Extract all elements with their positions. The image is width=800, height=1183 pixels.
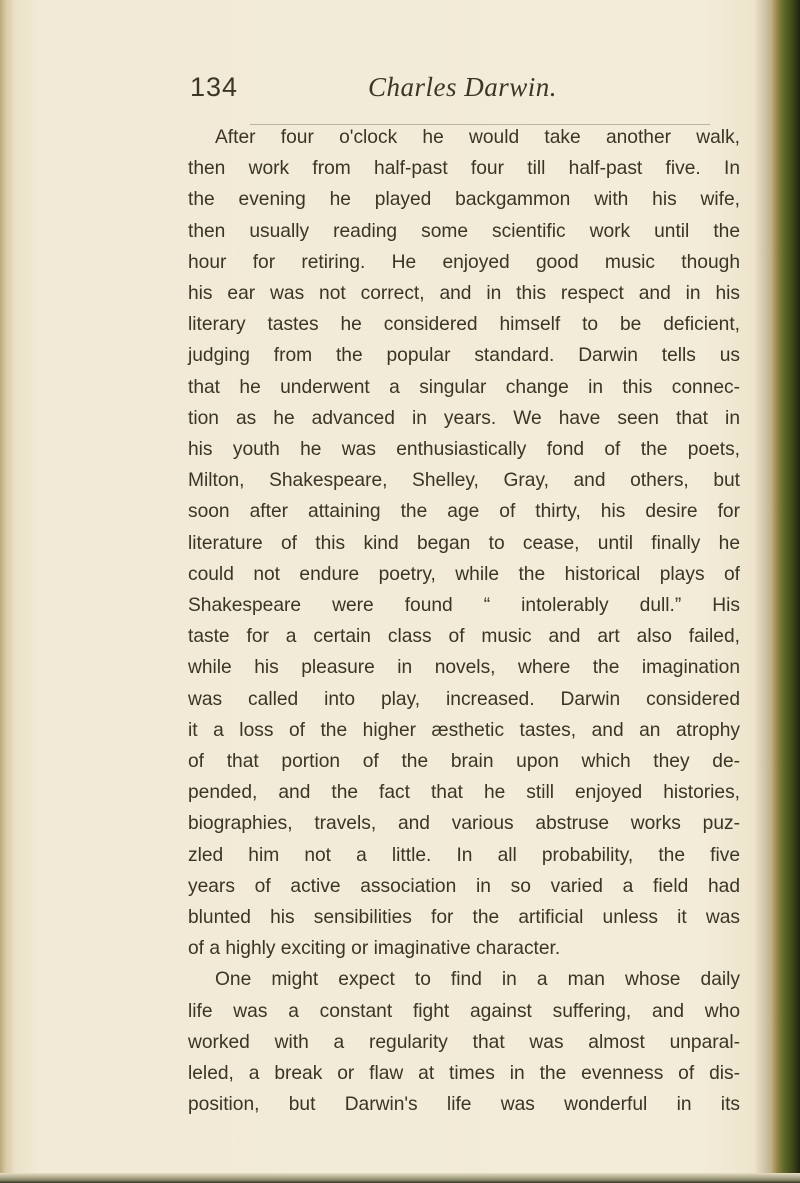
text-line: zled him not a little. In all probability, the five	[188, 844, 740, 866]
text-line: of that portion of the brain upon which they de-	[188, 751, 740, 773]
text-line: literature of this kind began to cease, until finally he	[188, 532, 740, 554]
text-line: could not endure poetry, while the historical plays of	[188, 563, 740, 585]
body-text	[188, 122, 740, 1121]
text-line: worked with a regularity that was almost unparal-	[188, 1031, 740, 1053]
page-left-edge	[0, 0, 14, 1183]
text-line: it a loss of the higher æsthetic tastes, and an atrophy	[188, 719, 740, 741]
text-line: taste for a certain class of music and art also failed,	[188, 626, 740, 648]
text-line: One might expect to find in a man whose daily	[215, 969, 740, 991]
text-line: then usually reading some scientific work until the	[188, 220, 740, 242]
gutter-shadow	[754, 0, 770, 1183]
text-line: Shakespeare were found “ intolerably dull.” His	[188, 595, 740, 617]
text-line: then work from half-past four till half-past five. In	[188, 158, 740, 180]
text-line: literary tastes he considered himself to be deficient,	[188, 314, 740, 336]
page-number: 134	[190, 72, 239, 102]
text-line: that he underwent a singular change in this connec-	[188, 376, 740, 398]
text-line: while his pleasure in novels, where the imagination	[188, 657, 740, 679]
text-line: hour for retiring. He enjoyed good music though	[188, 251, 740, 273]
text-line: was called into play, increased. Darwin considered	[188, 688, 740, 710]
page-header	[190, 72, 750, 112]
text-line: of a highly exciting or imaginative character.	[188, 938, 561, 960]
text-line: blunted his sensibilities for the artificial unless it was	[188, 907, 740, 929]
text-line: his ear was not correct, and in this respect and in his	[188, 283, 740, 305]
text-line: life was a constant fight against suffering, and who	[188, 1000, 740, 1022]
text-line: pended, and the fact that he still enjoyed histories,	[188, 782, 740, 804]
book-spine	[770, 0, 800, 1183]
text-line: tion as he advanced in years. We have seen that in	[188, 407, 740, 429]
page-bottom-edge	[0, 1173, 800, 1183]
running-title: Charles Darwin.	[368, 72, 558, 102]
text-line: soon after attaining the age of thirty, his desire for	[188, 501, 740, 523]
text-line: leled, a break or flaw at times in the evenness of dis-	[188, 1063, 740, 1085]
text-line: position, but Darwin's life was wonderful in its	[188, 1094, 740, 1116]
text-line: biographies, travels, and various abstruse works puz-	[188, 813, 740, 835]
text-line: the evening he played backgammon with his wife,	[188, 189, 740, 211]
text-line: After four o'clock he would take another walk,	[215, 127, 740, 148]
text-line: his youth he was enthusiastically fond of the poets,	[188, 439, 740, 461]
text-line: Milton, Shakespeare, Shelley, Gray, and others, but	[188, 470, 740, 492]
text-line: judging from the popular standard. Darwin tells us	[188, 345, 740, 367]
text-line: years of active association in so varied a field had	[188, 875, 740, 897]
